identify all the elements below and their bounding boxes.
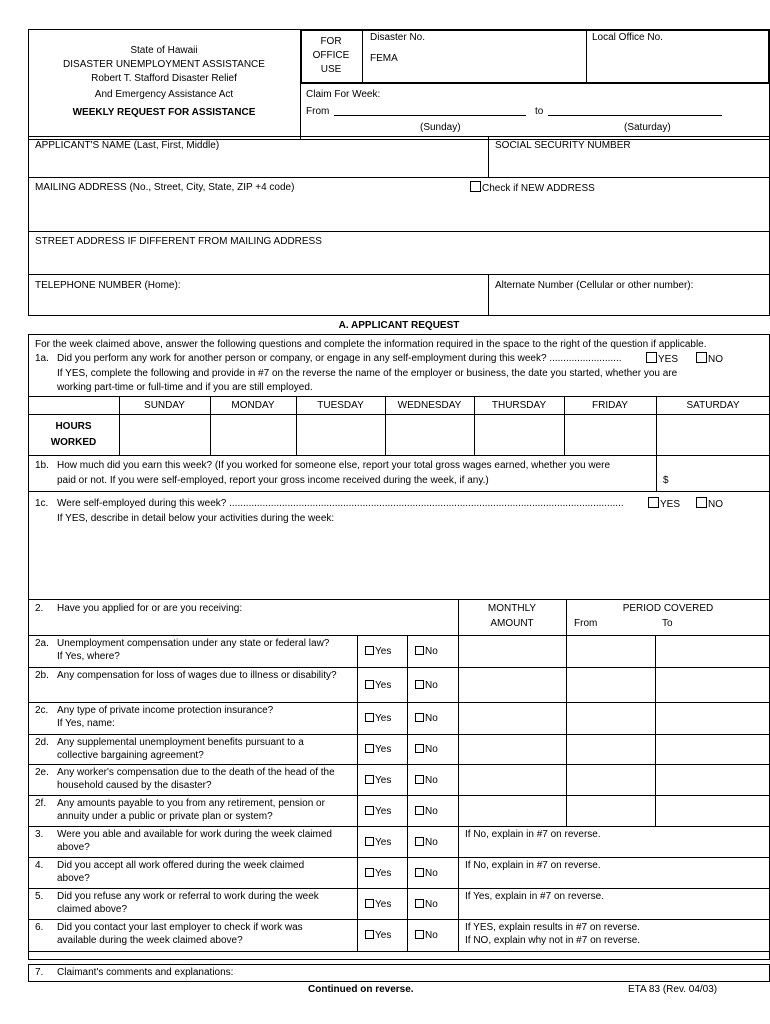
street-address-label: STREET ADDRESS IF DIFFERENT FROM MAILING ADDRESS — [35, 236, 322, 247]
day-wednesday: WEDNESDAY — [397, 400, 462, 411]
no-label: No — [425, 899, 438, 910]
no-checkbox[interactable] — [415, 744, 424, 753]
divider — [357, 734, 358, 764]
q2-row-question: Were you able and available for work during the week claimed — [57, 829, 332, 840]
program-name: DISASTER UNEMPLOYMENT ASSISTANCE — [63, 59, 265, 70]
divider — [655, 702, 656, 734]
no-label: No — [425, 713, 438, 724]
yes-label: Yes — [375, 930, 392, 941]
q2-row-question: Unemployment compensation under any state or federal law? — [57, 638, 330, 649]
divider — [407, 702, 408, 734]
q2-no-option[interactable] — [415, 930, 438, 942]
divider — [458, 888, 459, 919]
yes-label: Yes — [375, 806, 392, 817]
office-use-label-2: OFFICE — [312, 50, 350, 61]
divider — [28, 491, 770, 492]
no-checkbox[interactable] — [415, 680, 424, 689]
divider — [656, 455, 657, 491]
q1c-yes-option[interactable] — [648, 497, 680, 511]
no-label: No — [425, 930, 438, 941]
q2-row-question-cont: household caused by the disaster? — [57, 780, 212, 791]
day-sunday: SUNDAY — [144, 400, 185, 411]
q2-yes-option[interactable] — [365, 837, 391, 849]
divider — [28, 455, 770, 456]
period-from-field[interactable] — [568, 669, 653, 700]
no-checkbox[interactable] — [415, 806, 424, 815]
q2-no-option[interactable] — [415, 744, 438, 756]
day-saturday: SATURDAY — [686, 400, 740, 411]
period-from-header: From — [574, 618, 598, 629]
q1a-yes-option[interactable] — [646, 352, 678, 366]
q2-row-number: 3. — [35, 829, 44, 840]
amount-header: AMOUNT — [490, 618, 534, 629]
divider — [357, 826, 358, 857]
sunday-hint: (Sunday) — [420, 122, 461, 133]
divider — [407, 795, 408, 826]
period-from-field[interactable] — [568, 766, 653, 793]
divider — [655, 764, 656, 795]
q2-row-note: If YES, explain results in #7 on reverse. — [465, 922, 640, 933]
act-line-1: Robert T. Stafford Disaster Relief — [91, 73, 237, 84]
divider — [566, 764, 567, 795]
period-to-field[interactable] — [657, 704, 767, 732]
divider — [655, 734, 656, 764]
divider — [407, 635, 408, 667]
divider — [458, 826, 459, 857]
new-address-label: Check if NEW ADDRESS — [482, 183, 595, 194]
yes-checkbox[interactable] — [365, 868, 374, 877]
q2-no-option[interactable] — [415, 837, 438, 849]
divider — [566, 635, 567, 667]
divider — [458, 599, 459, 635]
yes-checkbox[interactable] — [365, 806, 374, 815]
mailing-address-label: MAILING ADDRESS (No., Street, City, State, ZIP +4 code) — [35, 182, 295, 193]
q2-no-option[interactable] — [415, 868, 438, 880]
divider — [458, 635, 459, 667]
yes-label: Yes — [375, 744, 392, 755]
divider — [28, 396, 770, 397]
q2-row-question: Any type of private income protection insurance? — [57, 705, 274, 716]
yes-checkbox[interactable] — [365, 680, 374, 689]
act-line-2: And Emergency Assistance Act — [94, 89, 234, 100]
divider — [28, 177, 770, 178]
divider — [407, 764, 408, 795]
divider — [566, 795, 567, 826]
hours-saturday-field[interactable] — [658, 416, 768, 453]
q1b-text: How much did you earn this week? (If you worked for someone else, report your total gross wages earned, whether you were — [57, 460, 611, 471]
fema-label: FEMA — [370, 53, 398, 64]
q2-row-question-cont: If Yes, where? — [57, 651, 120, 662]
new-address-option[interactable] — [470, 181, 595, 195]
q2-row-number: 2a. — [35, 638, 49, 649]
phone-field[interactable] — [34, 294, 482, 312]
header-divider — [300, 29, 301, 140]
divider — [458, 764, 459, 795]
divider — [28, 599, 770, 600]
monthly-amount-field[interactable] — [460, 766, 564, 793]
no-checkbox[interactable] — [415, 837, 424, 846]
no-checkbox[interactable] — [415, 775, 424, 784]
yes-checkbox[interactable] — [365, 646, 374, 655]
q1c-text: Were self-employed during this week? .............................................................................................................................................. — [57, 498, 624, 509]
divider — [566, 599, 567, 635]
divider — [357, 764, 358, 795]
q2-yes-option[interactable] — [365, 806, 391, 818]
day-friday: FRIDAY — [592, 400, 628, 411]
divider — [357, 888, 358, 919]
q1c-no-option[interactable] — [696, 497, 723, 511]
dollar-sign: $ — [663, 475, 669, 486]
day-tuesday: TUESDAY — [317, 400, 364, 411]
alt-phone-field[interactable] — [494, 294, 764, 312]
q2-row-question: Did you refuse any work or referral to work during the week — [57, 891, 319, 902]
to-label: to — [535, 106, 544, 117]
hours-label: HOURS — [55, 421, 92, 432]
q1c-yes-checkbox[interactable] — [648, 497, 659, 508]
no-label: NO — [708, 499, 723, 510]
section-a-title: A. APPLICANT REQUEST — [338, 320, 460, 331]
week-to-field[interactable] — [548, 104, 722, 116]
no-checkbox[interactable] — [415, 899, 424, 908]
hours-friday-field[interactable] — [566, 416, 654, 453]
monthly-amount-field[interactable] — [460, 704, 564, 732]
divider — [28, 951, 770, 952]
week-from-field[interactable] — [334, 104, 526, 116]
divider — [655, 795, 656, 826]
period-covered-header: PERIOD COVERED — [622, 603, 714, 614]
yes-label: YES — [660, 499, 681, 510]
hours-sunday-field[interactable] — [121, 416, 208, 453]
period-to-field[interactable] — [657, 736, 767, 762]
divider — [357, 635, 358, 667]
divider — [407, 734, 408, 764]
no-checkbox[interactable] — [415, 646, 424, 655]
divider — [28, 274, 770, 275]
yes-label: Yes — [375, 680, 392, 691]
q2-row-number: 2e. — [35, 767, 49, 778]
q2-number: 2. — [35, 603, 44, 614]
q1a-text: Did you perform any work for another person or company, or engage in any self-employment during this week? .......................... — [57, 353, 622, 364]
q1a-instruction-2: working part-time or full-time and if you are still employed. — [57, 382, 313, 393]
no-label: No — [425, 744, 438, 755]
yes-checkbox[interactable] — [365, 930, 374, 939]
divider — [458, 702, 459, 734]
ssn-label: SOCIAL SECURITY NUMBER — [495, 140, 631, 151]
q2-yes-option[interactable] — [365, 775, 391, 787]
divider — [458, 795, 459, 826]
q1c-number: 1c. — [35, 498, 49, 509]
q2-row-note-2: If NO, explain why not in #7 on reverse. — [465, 935, 641, 946]
period-to-field[interactable] — [657, 797, 767, 824]
hours-tuesday-field[interactable] — [298, 416, 383, 453]
divider — [357, 667, 358, 702]
divider — [488, 274, 489, 316]
q2-row-question: Did you accept all work offered during the week claimed — [57, 860, 305, 871]
worked-label: WORKED — [50, 437, 97, 448]
q2-yes-option[interactable] — [365, 868, 391, 880]
no-label: No — [425, 680, 438, 691]
q2-row-question-cont: collective bargaining agreement? — [57, 750, 204, 761]
q2-row-question-cont: available during the week claimed above? — [57, 935, 243, 946]
period-to-field[interactable] — [657, 637, 767, 665]
period-from-field[interactable] — [568, 637, 653, 665]
divider — [28, 635, 770, 636]
divider — [28, 919, 770, 920]
q2-row-question-cont: If Yes, name: — [57, 718, 115, 729]
divider — [566, 702, 567, 734]
period-from-field[interactable] — [568, 736, 653, 762]
q2-row-number: 6. — [35, 922, 44, 933]
divider — [357, 919, 358, 951]
divider — [28, 667, 770, 668]
period-from-field[interactable] — [568, 704, 653, 732]
monthly-amount-field[interactable] — [460, 797, 564, 824]
q2-yes-option[interactable] — [365, 899, 391, 911]
q2-row-number: 2c. — [35, 705, 49, 716]
local-office-divider — [586, 29, 587, 84]
divider — [28, 764, 770, 765]
q2-row-question: Any worker's compensation due to the death of the head of the — [57, 767, 335, 778]
new-address-checkbox[interactable] — [470, 181, 481, 192]
divider — [28, 231, 770, 232]
claim-week-label: Claim For Week: — [306, 89, 381, 100]
q2-yes-option[interactable] — [365, 646, 391, 658]
q2-row-number: 5. — [35, 891, 44, 902]
no-label: No — [425, 646, 438, 657]
divider — [28, 414, 770, 415]
monthly-header: MONTHLY — [487, 603, 537, 614]
q2-row-note: If Yes, explain in #7 on reverse. — [465, 891, 604, 902]
divider — [28, 734, 770, 735]
divider — [28, 826, 770, 827]
yes-checkbox[interactable] — [365, 775, 374, 784]
q2-row-number: 2f. — [35, 798, 47, 809]
q2-no-option[interactable] — [415, 775, 438, 787]
local-office-label: Local Office No. — [592, 32, 663, 43]
yes-label: Yes — [375, 646, 392, 657]
q2-yes-option[interactable] — [365, 930, 391, 942]
q2-row-note: If No, explain in #7 on reverse. — [465, 860, 601, 871]
divider — [458, 734, 459, 764]
q1a-no-option[interactable] — [696, 352, 723, 366]
q2-row-question-cont: above? — [57, 873, 90, 884]
q2-row-question: Any supplemental unemployment benefits pursuant to a — [57, 737, 304, 748]
no-label: No — [425, 775, 438, 786]
divider — [407, 888, 408, 919]
q2-row-question: Any compensation for loss of wages due to illness or disability? — [57, 670, 337, 681]
divider — [28, 888, 770, 889]
q1c-instruction: If YES, describe in detail below your activities during the week: — [57, 513, 335, 524]
state-name: State of Hawaii — [130, 45, 198, 56]
divider — [488, 136, 489, 177]
yes-label: Yes — [375, 713, 392, 724]
divider — [655, 667, 656, 702]
self-employment-description-field[interactable] — [56, 528, 764, 596]
q2-row-note: If No, explain in #7 on reverse. — [465, 829, 601, 840]
monthly-amount-field[interactable] — [460, 669, 564, 700]
hours-monday-field[interactable] — [212, 416, 294, 453]
yes-checkbox[interactable] — [365, 837, 374, 846]
no-label: No — [425, 806, 438, 817]
q1b-number: 1b. — [35, 460, 49, 471]
q2-no-option[interactable] — [415, 899, 438, 911]
no-checkbox[interactable] — [415, 713, 424, 722]
yes-label: Yes — [375, 899, 392, 910]
yes-label: Yes — [375, 837, 392, 848]
q2-row-question-cont: above? — [57, 842, 90, 853]
divider — [28, 795, 770, 796]
q2-yes-option[interactable] — [365, 713, 391, 725]
monthly-amount-field[interactable] — [460, 637, 564, 665]
applicant-name-label: APPLICANT'S NAME (Last, First, Middle) — [35, 140, 220, 151]
q2-row-number: 4. — [35, 860, 44, 871]
divider — [357, 702, 358, 734]
q2-no-option[interactable] — [415, 806, 438, 818]
divider — [28, 857, 770, 858]
q2-text: Have you applied for or are you receiving: — [57, 603, 243, 614]
from-label: From — [306, 106, 330, 117]
street-address-field[interactable] — [34, 250, 762, 270]
no-label: NO — [708, 354, 723, 365]
q2-no-option[interactable] — [415, 713, 438, 725]
saturday-hint: (Saturday) — [624, 122, 671, 133]
section-a-intro: For the week claimed above, answer the following questions and complete the information required in the space to the right of the question if applicable. — [35, 339, 707, 350]
divider — [566, 734, 567, 764]
period-to-field[interactable] — [657, 766, 767, 793]
q1a-no-checkbox[interactable] — [696, 352, 707, 363]
q2-row-number: 2b. — [35, 670, 49, 681]
divider — [407, 919, 408, 951]
q1a-yes-checkbox[interactable] — [646, 352, 657, 363]
phone-label: TELEPHONE NUMBER (Home): — [35, 280, 181, 291]
alt-phone-label: Alternate Number (Cellular or other number): — [495, 280, 694, 291]
q2-row-question: Did you contact your last employer to check if work was — [57, 922, 303, 933]
office-use-label-3: USE — [320, 64, 342, 75]
mailing-address-field[interactable] — [34, 196, 762, 226]
q1c-no-checkbox[interactable] — [696, 497, 707, 508]
period-to-field[interactable] — [657, 669, 767, 700]
q1b-text-2: paid or not. If you were self-employed, report your gross income received during the week, if any.) — [57, 475, 489, 486]
q2-no-option[interactable] — [415, 680, 438, 692]
q2-yes-option[interactable] — [365, 744, 391, 756]
no-checkbox[interactable] — [415, 868, 424, 877]
q7-number: 7. — [35, 967, 44, 978]
office-use-divider — [362, 29, 363, 84]
divider — [566, 667, 567, 702]
ssn-field[interactable] — [494, 153, 764, 173]
divider — [458, 857, 459, 888]
divider — [407, 826, 408, 857]
q7-text: Claimant's comments and explanations: — [57, 967, 234, 978]
hours-wednesday-field[interactable] — [387, 416, 472, 453]
continued-note: Continued on reverse. — [308, 984, 414, 995]
divider — [655, 635, 656, 667]
office-use-label-1: FOR — [320, 36, 342, 47]
period-from-field[interactable] — [568, 797, 653, 824]
form-title: WEEKLY REQUEST FOR ASSISTANCE — [72, 107, 256, 118]
q2-row-question-cont: claimed above? — [57, 904, 128, 915]
yes-checkbox[interactable] — [365, 899, 374, 908]
q2-no-option[interactable] — [415, 646, 438, 658]
yes-label: Yes — [375, 868, 392, 879]
divider — [458, 919, 459, 951]
monthly-amount-field[interactable] — [460, 736, 564, 762]
q2-row-question-cont: annuity under a public or private plan or system? — [57, 811, 273, 822]
divider — [357, 795, 358, 826]
day-monday: MONDAY — [231, 400, 275, 411]
period-to-header: To — [662, 618, 673, 629]
divider — [28, 702, 770, 703]
yes-checkbox[interactable] — [365, 713, 374, 722]
earnings-field[interactable] — [672, 470, 766, 488]
day-thursday: THURSDAY — [491, 400, 547, 411]
divider — [407, 857, 408, 888]
no-label: No — [425, 868, 438, 879]
divider — [357, 857, 358, 888]
q2-row-question: Any amounts payable to you from any retirement, pension or — [57, 798, 325, 809]
q2-yes-option[interactable] — [365, 680, 391, 692]
no-label: No — [425, 837, 438, 848]
q1a-instruction: If YES, complete the following and provide in #7 on the reverse the name of the employer or business, the date you started, whether you are — [57, 368, 678, 379]
applicant-name-field[interactable] — [34, 153, 482, 173]
q2-row-number: 2d. — [35, 737, 49, 748]
divider — [458, 667, 459, 702]
yes-label: Yes — [375, 775, 392, 786]
yes-label: YES — [658, 354, 679, 365]
disaster-no-label: Disaster No. — [370, 32, 426, 43]
divider — [407, 667, 408, 702]
no-checkbox[interactable] — [415, 930, 424, 939]
form-id: ETA 83 (Rev. 04/03) — [628, 984, 718, 995]
q1a-number: 1a. — [35, 353, 49, 364]
hours-thursday-field[interactable] — [476, 416, 562, 453]
yes-checkbox[interactable] — [365, 744, 374, 753]
